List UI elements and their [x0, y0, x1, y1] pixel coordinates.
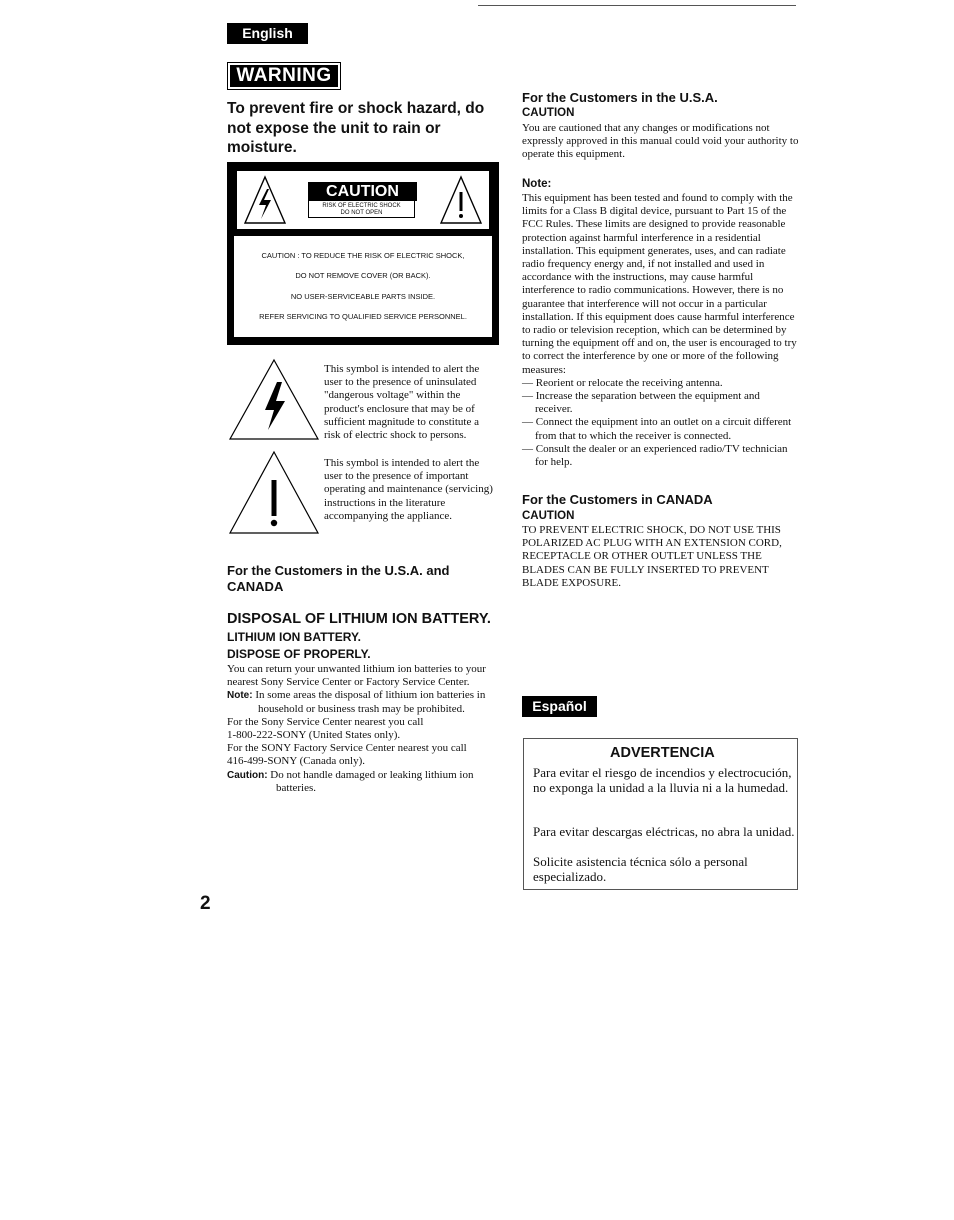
battery-canada-line2: 416-499-SONY (Canada only). [227, 755, 365, 768]
usa-canada-heading: For the Customers in the U.S.A. and CANADA [227, 563, 450, 594]
measure-2: — Increase the separation between the equipment and receiver. [522, 390, 760, 416]
usa-heading: For the Customers in the U.S.A. [522, 90, 718, 105]
battery-caution [227, 769, 502, 795]
battery-caution-text: Do not handle damaged or leaking lithium ion batteries. [270, 768, 474, 794]
caution-line-2: DO NOT REMOVE COVER (OR BACK). [295, 271, 431, 280]
exclamation-warning-icon [439, 175, 483, 225]
espanol-tab: Español [522, 696, 597, 717]
symbol-instructions-text: This symbol is intended to alert the user to the presence of important operating and maintenance (servicing) instructions in the literature accompanying the appliance. [324, 457, 493, 522]
advertencia-heading: ADVERTENCIA [610, 745, 715, 761]
canada-caution-heading: CAUTION [522, 510, 575, 522]
usa-caution-heading: CAUTION [522, 107, 575, 119]
caution-badge: CAUTION [308, 182, 417, 201]
lightning-warning-icon [243, 175, 287, 225]
measure-1: — Reorient or relocate the receiving antenna. [522, 376, 723, 389]
measure-3: — Connect the equipment into an outlet on a circuit different from that to which the receiver is connected. [522, 416, 792, 442]
caution-line-1: CAUTION : TO REDUCE THE RISK OF ELECTRIC SHOCK, [261, 251, 465, 260]
caution-label-top [237, 171, 489, 229]
battery-return-text: You can return your unwanted lithium ion batteries to your nearest Sony Service Center or Factory Service Center. [227, 663, 486, 689]
battery-usa-line2: 1-800-222-SONY (United States only). [227, 729, 401, 742]
advertencia-para1: Para evitar el riesgo de incendios y electrocución, no exponga la unidad a la lluvia ni a la humedad. [533, 765, 792, 795]
symbol-voltage-text: This symbol is intended to alert the user to the presence of uninsulated "dangerous voltage" within the product's enclosure that may be of sufficient magnitude to constitute a risk of electric shock to persons. [324, 363, 480, 442]
caution-label-text [234, 236, 492, 337]
caution-line-4: REFER SERVICING TO QUALIFIED SERVICE PERSONNEL. [259, 312, 467, 321]
warning-banner-text: WARNING [230, 65, 338, 87]
battery-subheading: LITHIUM ION BATTERY. [227, 630, 361, 644]
risk-line1: RISK OF ELECTRIC SHOCK [322, 203, 401, 209]
canada-heading: For the Customers in CANADA [522, 492, 713, 507]
battery-caution-label: Caution: [227, 769, 268, 781]
caution-line-3: NO USER-SERVICEABLE PARTS INSIDE. [290, 292, 436, 301]
battery-canada-line1: For the SONY Factory Service Center nearest you call [227, 742, 467, 755]
advertencia-para3: Solicite asistencia técnica sólo a personal especializado. [533, 854, 748, 884]
measure-4: — Consult the dealer or an experienced radio/TV technician for help. [522, 442, 788, 469]
english-tab: English [227, 23, 308, 44]
warning-heading: To prevent fire or shock hazard, do not expose the unit to rain or moisture. [227, 100, 485, 156]
advertencia-box [523, 738, 798, 890]
warning-banner [227, 62, 341, 90]
lightning-symbol-icon [227, 358, 321, 442]
battery-dispose-heading: DISPOSE OF PROPERLY. [227, 647, 371, 661]
usa-note-text [522, 192, 798, 469]
usa-note-heading: Note: [522, 178, 552, 190]
advertencia-para2: Para evitar descargas eléctricas, no abra la unidad. [533, 824, 795, 839]
top-rule [478, 5, 796, 6]
battery-note [227, 689, 502, 715]
usa-note-paragraph: This equipment has been tested and found to comply with the limits for a Class B digital device, pursuant to Part 15 of the FCC Rules. These limits are designed to provide reasonable protection against harmful interference in a residential installation. This equipment generates, uses, and can radiate radio frequency energy and, if not installed and used in accordance with the instructions, may cause harmful interference to radio communications. However, there is no guarantee that interference will not occur in a particular installation. If this equipment does cause harmful interference to radio or television reception, which can be determined by turning the equipment off and on, the user is encouraged to try to correct the interference by one or more of the following measures: [522, 192, 797, 376]
battery-heading: DISPOSAL OF LITHIUM ION BATTERY. [227, 611, 491, 627]
risk-line2: DO NOT OPEN [340, 210, 383, 216]
battery-text [227, 663, 502, 795]
canada-caution-text: TO PREVENT ELECTRIC SHOCK, DO NOT USE THIS POLARIZED AC PLUG WITH AN EXTENSION CORD, RECEPTACLE OR OTHER OUTLET UNLESS THE BLADES CAN BE FULLY INSERTED TO PREVENT BLADE EXPOSURE. [522, 524, 782, 589]
caution-label [227, 162, 499, 345]
page-number: 2 [200, 893, 211, 914]
usa-caution-text: You are cautioned that any changes or modifications not expressly approved in this manual could void your authority to operate this equipment. [522, 122, 799, 161]
battery-usa-line1: For the Sony Service Center nearest you call [227, 715, 424, 728]
risk-box [308, 201, 415, 218]
battery-note-label: Note: [227, 690, 253, 702]
battery-note-text: In some areas the disposal of lithium ion batteries in household or business trash may be prohibited. [255, 689, 486, 715]
exclamation-symbol-icon [227, 450, 321, 536]
